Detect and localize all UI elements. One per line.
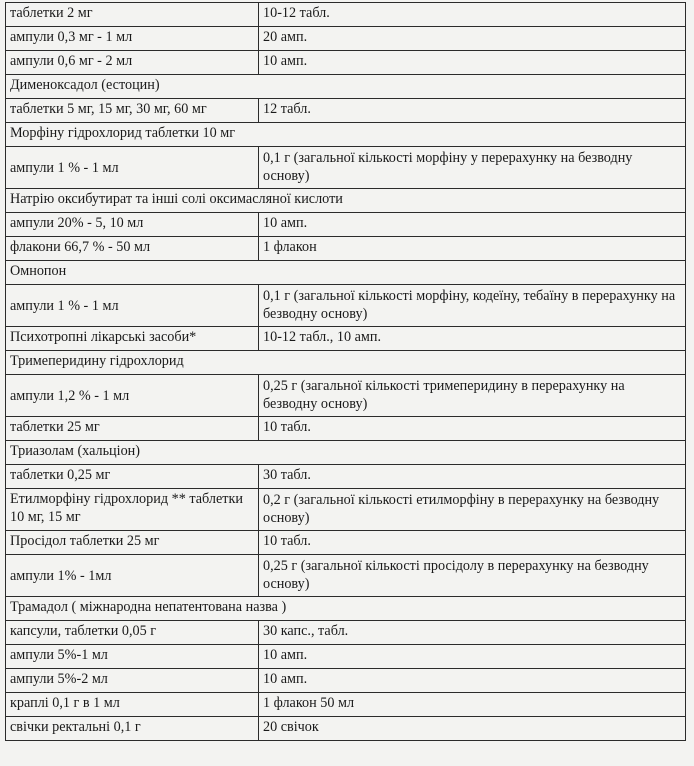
dosage-form-cell: Просідол таблетки 25 мг (6, 531, 259, 555)
quantity-cell: 1 флакон 50 мл (259, 693, 686, 717)
table-row (6, 555, 686, 597)
quantity-cell: 0,25 г (загальної кількості просідолу в перерахунку на безводну основу) (259, 555, 686, 597)
quantity-cell: 0,2 г (загальної кількості етилморфіну в перерахунку на безводну основу) (259, 489, 686, 531)
table-row (6, 27, 686, 51)
quantity-cell: 20 амп. (259, 27, 686, 51)
table-row (6, 645, 686, 669)
table-row (6, 213, 686, 237)
drug-header-row (6, 189, 686, 213)
dosage-form-cell: таблетки 25 мг (6, 417, 259, 441)
dosage-form-cell: ампули 0,3 мг - 1 мл (6, 27, 259, 51)
dosage-form-cell: краплі 0,1 г в 1 мл (6, 693, 259, 717)
table-row (6, 693, 686, 717)
table-row (6, 375, 686, 417)
drug-name-cell: Дименоксадол (естоцин) (6, 75, 686, 99)
table-row (6, 531, 686, 555)
table-row (6, 99, 686, 123)
dosage-form-cell: ампули 1,2 % - 1 мл (6, 375, 259, 417)
table-row (6, 489, 686, 531)
dosage-form-cell: ампули 1% - 1мл (6, 555, 259, 597)
drug-header-row (6, 75, 686, 99)
dosage-form-cell: ампули 1 % - 1 мл (6, 147, 259, 189)
quantity-cell: 10 амп. (259, 51, 686, 75)
drug-name-cell: Морфіну гідрохлорид таблетки 10 мг (6, 123, 686, 147)
drug-name-cell: Натрію оксибутират та інші солі оксимасляної кислоти (6, 189, 686, 213)
table-row (6, 3, 686, 27)
table-row (6, 237, 686, 261)
dosage-form-cell: свічки ректальні 0,1 г (6, 717, 259, 741)
dosage-form-cell: ампули 20% - 5, 10 мл (6, 213, 259, 237)
quantity-cell: 30 капс., табл. (259, 621, 686, 645)
dosage-form-cell: капсули, таблетки 0,05 г (6, 621, 259, 645)
drug-quantity-table (5, 2, 686, 741)
quantity-cell: 0,1 г (загальної кількості морфіну у перерахунку на безводну основу) (259, 147, 686, 189)
quantity-cell: 10 табл. (259, 417, 686, 441)
quantity-cell: 10-12 табл., 10 амп. (259, 327, 686, 351)
dosage-form-cell: ампули 0,6 мг - 2 мл (6, 51, 259, 75)
dosage-form-cell: ампули 5%-1 мл (6, 645, 259, 669)
drug-header-row (6, 123, 686, 147)
quantity-cell: 20 свічок (259, 717, 686, 741)
table-row (6, 717, 686, 741)
drug-name-cell: Омнопон (6, 261, 686, 285)
quantity-cell: 30 табл. (259, 465, 686, 489)
dosage-form-cell: таблетки 2 мг (6, 3, 259, 27)
quantity-cell: 10 табл. (259, 531, 686, 555)
dosage-form-cell: таблетки 0,25 мг (6, 465, 259, 489)
drug-name-cell: Триазолам (хальціон) (6, 441, 686, 465)
drug-name-cell: Тримеперидину гідрохлорид (6, 351, 686, 375)
dosage-form-cell: флакони 66,7 % - 50 мл (6, 237, 259, 261)
drug-header-row (6, 441, 686, 465)
drug-name-cell: Трамадол ( міжнародна непатентована назва ) (6, 597, 686, 621)
table-row (6, 417, 686, 441)
quantity-cell: 0,1 г (загальної кількості морфіну, кодеїну, тебаїну в перерахунку на безводну основу) (259, 285, 686, 327)
drug-header-row (6, 597, 686, 621)
table-row (6, 51, 686, 75)
quantity-cell: 10 амп. (259, 645, 686, 669)
quantity-cell: 12 табл. (259, 99, 686, 123)
dosage-form-cell: ампули 5%-2 мл (6, 669, 259, 693)
table-body (6, 3, 686, 741)
quantity-cell: 10-12 табл. (259, 3, 686, 27)
quantity-cell: 0,25 г (загальної кількості тримеперидину в перерахунку на безводну основу) (259, 375, 686, 417)
table-row (6, 669, 686, 693)
table-row (6, 465, 686, 489)
dosage-form-cell: таблетки 5 мг, 15 мг, 30 мг, 60 мг (6, 99, 259, 123)
table-row (6, 147, 686, 189)
drug-header-row (6, 351, 686, 375)
dosage-form-cell: Психотропні лікарські засоби* (6, 327, 259, 351)
quantity-cell: 10 амп. (259, 213, 686, 237)
quantity-cell: 1 флакон (259, 237, 686, 261)
drug-header-row (6, 261, 686, 285)
table-row (6, 327, 686, 351)
dosage-form-cell: Етилморфіну гідрохлорид ** таблетки 10 мг, 15 мг (6, 489, 259, 531)
table-row (6, 285, 686, 327)
table-row (6, 621, 686, 645)
quantity-cell: 10 амп. (259, 669, 686, 693)
dosage-form-cell: ампули 1 % - 1 мл (6, 285, 259, 327)
